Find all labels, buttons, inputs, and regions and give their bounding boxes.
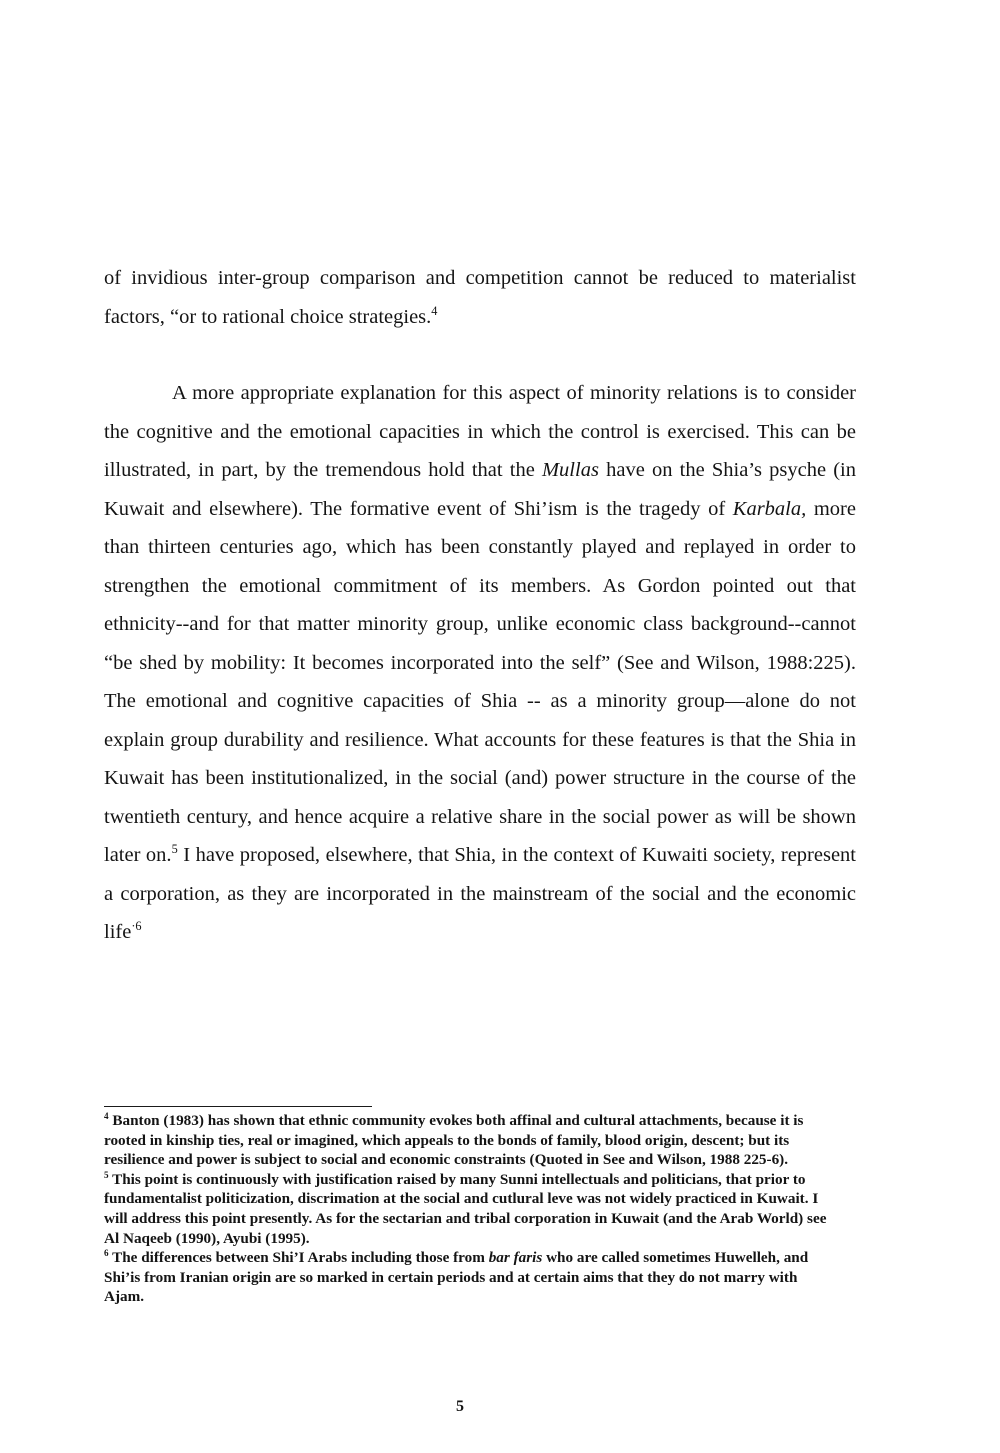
text-run: have on the Shia’s psyche (in Kuwait and elsewhere). The formative event of Shi’ism is the tragedy of bbox=[104, 459, 857, 520]
footnote-separator bbox=[104, 1106, 372, 1107]
footnote bbox=[104, 1111, 839, 1170]
italic-term: Mullas bbox=[541, 459, 599, 481]
body-paragraph bbox=[104, 374, 856, 952]
text-run: of invidious inter-group comparison and competition cannot be reduced to materialist factors, “or to rational choice strategies. bbox=[104, 267, 856, 328]
footnote bbox=[104, 1248, 839, 1307]
italic-term: Karbala, bbox=[732, 497, 807, 520]
footnote-text: who are called sometimes Huwelleh, and Shi’is from Iranian origin are so marked in certain periods and at certain aims that they do not marry with Ajam. bbox=[104, 1249, 809, 1306]
body-paragraph bbox=[104, 259, 856, 336]
footnote-marker: 5 bbox=[104, 1169, 109, 1180]
footnote-marker: 6 bbox=[104, 1248, 109, 1259]
text-run: A more appropriate explanation for this aspect of minority relations is to consider the cognitive and the emotional capacities in which the control is exercised. This can be illustrated, in part, by the tremendous hold that the bbox=[104, 382, 856, 481]
footnote-text: This point is continuously with justification raised by many Sunni intellectuals and politicians, that prior to fundamentalist politicization, discrimation at the social and cutlural leve was not widely practiced in Kuwait. I will address this point presently. As for the sectarian and tribal corporation in Kuwait (and the Arab World) see Al Naqeeb (1990), Ayubi (1995). bbox=[104, 1170, 827, 1247]
text-run: I have proposed, elsewhere, that Shia, in the context of Kuwaiti society, represent a corporation, as they are incorporated in the mainstream of the social and the economic life bbox=[104, 844, 857, 943]
footnote-text: The differences between Shi’I Arabs including those from bbox=[108, 1249, 489, 1267]
footnote-reference[interactable]: 4 bbox=[431, 303, 438, 318]
footnote bbox=[104, 1170, 839, 1248]
page-number: 5 bbox=[456, 1398, 464, 1415]
footnotes-section bbox=[104, 1111, 839, 1307]
footnote-reference[interactable]: 5 bbox=[171, 842, 178, 857]
footnote-marker: 4 bbox=[104, 1110, 109, 1121]
footnote-text: Banton (1983) has shown that ethnic community evokes both affinal and cultural attachments, because it is rooted in kinship ties, real or imagined, which appeals to the bonds of family, blood origin, descent; but its resilience and power is subject to social and economic constraints (Quoted in See and Wilson, 1988 225-6). bbox=[104, 1112, 804, 1169]
text-run: more than thirteen centuries ago, which has been constantly played and replayed in order to strengthen the emotional commitment of its members. As Gordon pointed out that ethnicity--and for that matter minority group, unlike economic class background--cannot “be shed by mobility: It becomes incorporated into the self” (See and Wilson, 1988:225). The emotional and cognitive capacities of Shia -- as a minority group—alone do not explain group durability and resilience. What accounts for these features is that the Shia in Kuwait has been institutionalized, in the social (and) power structure in the course of the twentieth century, and hence acquire a relative share in the social power as will be shown later on. bbox=[104, 497, 856, 866]
italic-term: bar faris bbox=[488, 1249, 543, 1267]
footnote-reference[interactable]: ·6 bbox=[131, 919, 142, 934]
